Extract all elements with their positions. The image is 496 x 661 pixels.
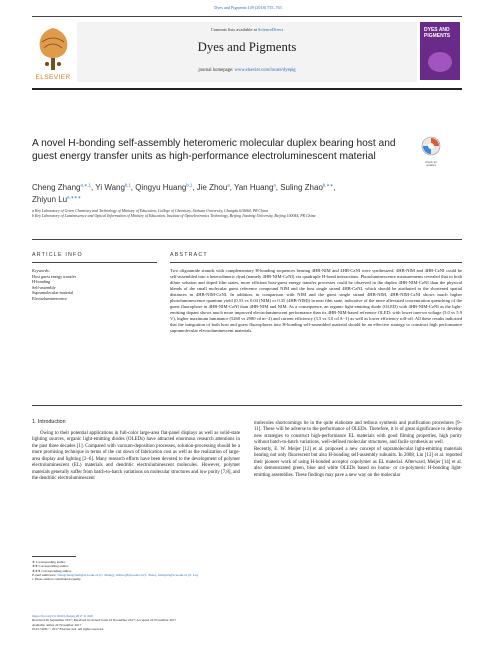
- header-rule: [32, 16, 462, 17]
- cover-title: DYES AND PIGMENTS: [424, 27, 451, 39]
- abstract-rule: [170, 262, 462, 263]
- email-label: E-mail addresses:: [32, 572, 57, 577]
- abstract-text: Two oligoamide strands with complementary H-bonding sequences bearing 4HB-NIM and 4HB-CzNI were synthesized. 4HB-NIM and 4HB-CzNI could be self-assembled into a heterodimeric dyad (namely 4HB-NIM-CzNI) via quadruple H-bond interactions. Photoluminescence measurements revealed that in both dilute solution and doped film states, more efficient host-guest energy transfer processes could be observed in the duplex 4HB-NIM-CzNI than the physical blends of the small molecular guest reference compound NIM and the host single strand 4HB-CzNI, which should be attributed to the shortened spatial distances in 4HB-NIM-CzNI. In addition, in comparison with NIM and the guest single strand 4HB-NIM, 4HB-NIM-CzNI shows much higher photoluminescence quantum yield (0.53 vs 0.04 (NIM) or 0.35 (4HB-NIM)) in neat film state, indicative of the more alleviated concentration quenching of the guest fluorophore in 4HB-NIM-CzNI than 4HB-NIM and NIM. As a consequence, an organic light-emitting diode (OLED) with 4HB-NIM-CzNI as the light-emitting dopant shows much more improved electroluminescent performance than its 4HB-NIM-based reference OLED: with lower turn-on voltage (5.0 vs 5.9 V), higher maximum luminance (5260 vs 2980 cd m−2) and current efficiency (3.5 vs 3.0 cd A−1) as well as lower efficiency roll-off. All these results indicated that the integration of both host and guest fluorophores into H-bonding self-assembled material should be an effective strategy to construct high performance supramolecular electroluminescent materials.: [170, 268, 463, 334]
- footnote-item: ∗∗ Corresponding author.: [32, 564, 69, 569]
- elsevier-logo[interactable]: [32, 22, 74, 82]
- crossmark-badge[interactable]: [420, 136, 442, 168]
- journal-homepage: journal homepage: www.elsevier.com/locate/dyepig: [198, 68, 296, 73]
- author-name[interactable]: , Yan Huang: [229, 183, 274, 192]
- copyright: 0143-7208/ © 2017 Elsevier Ltd. All rights reserved.: [32, 626, 104, 631]
- article-title: A novel H-bonding self-assembly heteromeric molecular duplex bearing host and guest energy transfer units as high-performance electroluminescent material: [32, 138, 396, 162]
- footnotes: [32, 560, 462, 581]
- article-metadata: [32, 614, 332, 631]
- affiliation-a: a Key Laboratory of Green Chemistry and Technology of Ministry of Education, College of Chemistry, Sichuan University, Chengdu 610064, PR China: [32, 209, 268, 213]
- journal-title: Dyes and Pigments: [197, 40, 297, 54]
- keyword-item: Host guest energy transfer: [32, 274, 76, 279]
- footnote-item: ∗ Corresponding author.: [32, 560, 67, 564]
- author-affiliation-marker[interactable]: b,1: [124, 182, 131, 188]
- journal-reference: Dyes and Pigments 149 (2018) 755–763: [214, 5, 282, 10]
- article-info-heading: ARTICLE INFO: [32, 252, 83, 258]
- banner-rule: [32, 88, 462, 90]
- keyword-item: Self-assembly: [32, 284, 56, 290]
- cover-art: [428, 52, 452, 72]
- introduction-heading: 1. Introduction: [32, 419, 66, 425]
- journal-cover-image[interactable]: [420, 22, 460, 80]
- sciencedirect-link[interactable]: ScienceDirect: [258, 27, 284, 32]
- affiliation-b: b Key Laboratory of Luminescence and Optical Information of Ministry of Education, Institute of Optoelectronics Technology, Beijing Jiaotong University, Beijing 100044, PR China: [32, 213, 316, 218]
- author-name[interactable]: , Qingyu Huang: [130, 183, 187, 192]
- footnote-rule: [32, 556, 76, 557]
- author-name[interactable]: Zhiyun Lu: [32, 195, 68, 204]
- author-affiliation-marker[interactable]: a: [273, 182, 276, 188]
- footnote-item: ∗∗∗ Corresponding author.: [32, 568, 72, 573]
- author-name[interactable]: , Suling Zhao: [275, 183, 323, 192]
- author-name[interactable]: , Jie Zhou: [192, 183, 228, 192]
- abstract-end-rule: [32, 405, 462, 406]
- contents-available: Contents lists available at ScienceDirect: [210, 27, 284, 32]
- author-affiliation-marker[interactable]: b,1: [186, 182, 193, 188]
- received-dates: Received 26 September 2017; Received in revised form 19 November 2017; Accepted 22 November 2017: [32, 618, 177, 623]
- author-list: [32, 182, 412, 206]
- author-affiliation-marker[interactable]: b,∗∗: [322, 182, 334, 188]
- crossmark-label: Check for updates: [425, 160, 437, 168]
- author-affiliation-marker[interactable]: a,∗∗∗: [67, 194, 82, 200]
- author-affiliation-marker[interactable]: a,∗,1: [80, 182, 91, 188]
- article-info-rule: [32, 262, 157, 263]
- email-links[interactable]: zhangchengchem@scu.edu.cn (C. Zhang), slzhao@bjtu.edu.cn (S. Zhao), luzhiyun@scu.edu.cn (Z. Lu).: [57, 572, 199, 577]
- keywords-list: [32, 274, 152, 301]
- author-affiliation-marker[interactable]: a: [227, 182, 230, 188]
- affil-rule: [32, 239, 462, 240]
- keyword-item: Electroluminescence: [32, 295, 67, 301]
- author-name[interactable]: Cheng Zhang: [32, 183, 81, 192]
- author-separator: ,: [333, 183, 336, 192]
- abstract-heading: ABSTRACT: [170, 252, 208, 258]
- affiliations: [32, 209, 462, 219]
- homepage-link[interactable]: www.elsevier.com/locate/dyepig: [234, 68, 296, 73]
- available-online: Available online 24 November 2017: [32, 622, 82, 627]
- keyword-item: H-bonding: [32, 279, 51, 285]
- keyword-item: Supramolecular material: [32, 290, 74, 296]
- keywords-label: Keywords:: [32, 268, 50, 273]
- elsevier-wordmark: ELSEVIER: [35, 74, 71, 81]
- author-name[interactable]: , Yi Wang: [90, 183, 125, 192]
- intro-column-left: Owing to their potential applications in full-color large-area flat-panel displays as well as solid-state lighting sources, organic light-emitting diodes (OLEDs) have attracted enormous research attentions in the past three decades [1]. Compared with vacuum-deposition processes, solution-processing should be a more promising technique in terms of the cut down of fabrication cost as well as the realization of large-area display and lighting [2–6]. Many research efforts have been devoted to the development of polymer electroluminescent (EL) materials and dendritic electroluminescent molecules. However, polymer materials generally suffer from batch-to-batch variations on molecular structures and low purity [7,8], and the dendritic electroluminescent: [32, 431, 240, 482]
- equal-contribution: 1 These authors contributed equally.: [32, 577, 82, 582]
- intro-column-right: molecules shortcomings lie in the quite elaborate and tedious synthesis and purification procedures [9–11]. These will be adverse to the performance of OLEDs. Therefore, it is of great significance to develop new strategies to construct high-performance EL materials with good filming properties, high purity without batch-to-batch variations, well-defined molecular structures, and facile synthesis as well. Recently, E. W. Meijer [12] et al. proposed a new concept of supramolecular light-emitting materials bearing not only fluorescent but also H-bonding self-assembly subunits. In 2008, Lin [13] et al. reported their pioneer work of using H-bonded acceptor copolymer as EL material. Afterward, Meijer [14] et al. also demonstrated green, blue and white OLEDs based on homo- or co-polymeric H-bonding light-emitting assemblies. These findings may pave a new way on the molecular: [254, 421, 462, 478]
- doi-link[interactable]: https://doi.org/10.1016/j.dyepig.2017.11.049: [32, 614, 93, 618]
